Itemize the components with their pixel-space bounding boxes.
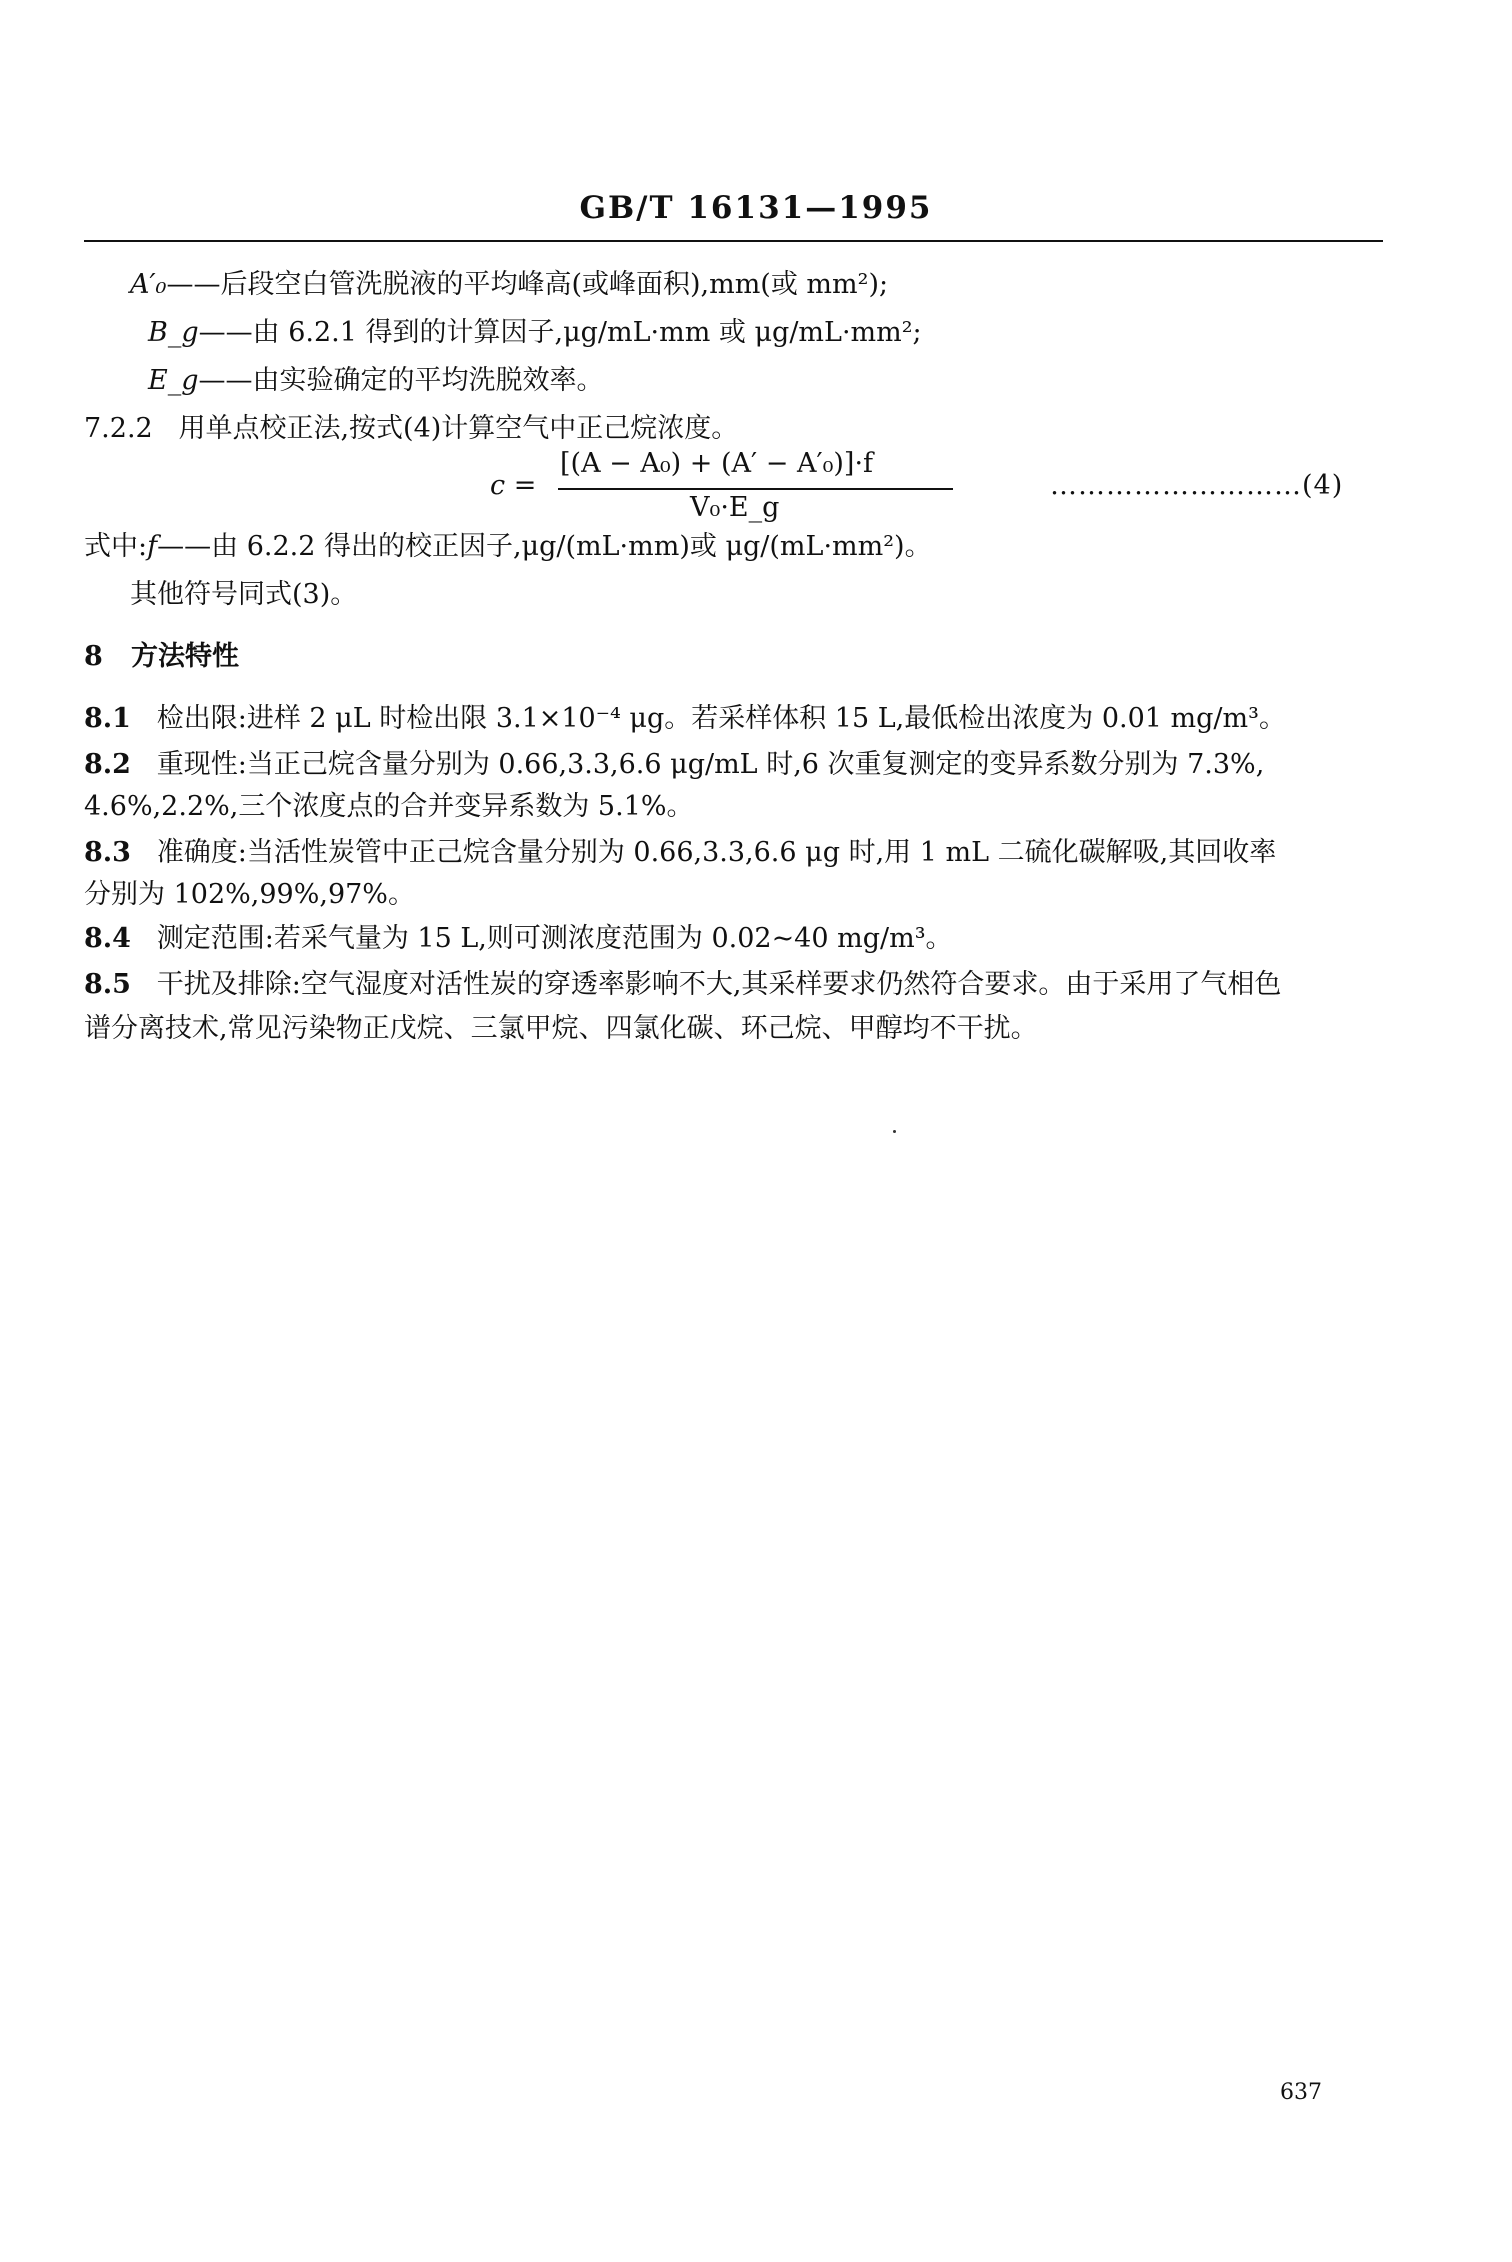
item-number: 8.1 (84, 703, 131, 734)
definition-dash: —— (166, 269, 221, 300)
where-text: 由 6.2.2 得出的校正因子,μg/(mL·mm)或 μg/(mL·mm²)。 (211, 531, 932, 562)
where-symbol: f (147, 531, 158, 562)
formula-lhs: c = (490, 470, 537, 501)
definition-symbol: B_g (148, 317, 199, 348)
page-header-standard-code: GB/T 16131—1995 (579, 190, 933, 226)
definition-dash: —— (198, 365, 253, 396)
item-text: 检出限:进样 2 μL 时检出限 3.1×10⁻⁴ μg。若采样体积 15 L,最低检出浓度为 0.01 mg/m³。 (156, 703, 1286, 734)
definition-text: 由实验确定的平均洗脱效率。 (252, 365, 604, 396)
item-8-5-continuation: 谱分离技术,常见污染物正戊烷、三氯甲烷、四氯化碳、环己烷、甲醇均不干扰。 (84, 1013, 1038, 1044)
formula-numerator: [(A − A₀) + (A′ − A′₀)]·f (560, 448, 874, 479)
item-8-3-continuation: 分别为 102%,99%,97%。 (84, 879, 415, 910)
definition-a0-prime (130, 268, 888, 302)
section-number: 8 (84, 641, 103, 672)
item-text: 重现性:当正己烷含量分别为 0.66,3.3,6.6 μg/mL 时,6 次重复测定的变异系数分别为 7.3%, (156, 749, 1265, 780)
where-dash: —— (157, 531, 212, 562)
scan-speck (893, 1130, 896, 1133)
definition-text: 由 6.2.1 得到的计算因子,μg/mL·mm 或 μg/mL·mm²; (252, 317, 922, 348)
item-8-1 (84, 702, 1286, 736)
formula-number-label: ………………………(4) (1050, 470, 1344, 501)
where-clause (84, 530, 932, 564)
item-text: 测定范围:若采气量为 15 L,则可测浓度范围为 0.02~40 mg/m³。 (156, 923, 953, 954)
formula-4 (490, 448, 1010, 528)
item-number: 8.4 (84, 923, 131, 954)
definition-dash: —— (198, 317, 253, 348)
item-number: 8.5 (84, 969, 131, 1000)
section-text: 用单点校正法,按式(4)计算空气中正己烷浓度。 (178, 413, 739, 444)
definition-symbol: A′₀ (130, 269, 167, 300)
other-symbols-note: 其他符号同式(3)。 (130, 579, 358, 610)
item-8-5 (84, 968, 1281, 1002)
item-text: 准确度:当活性炭管中正己烷含量分别为 0.66,3.3,6.6 μg 时,用 1 mL 二硫化碳解吸,其回收率 (156, 837, 1277, 868)
fraction-bar (558, 488, 953, 490)
definition-text: 后段空白管洗脱液的平均峰高(或峰面积),mm(或 mm²); (220, 269, 889, 300)
definition-eg (148, 364, 604, 398)
item-8-2-continuation: 4.6%,2.2%,三个浓度点的合并变异系数为 5.1%。 (84, 791, 694, 822)
item-8-3 (84, 836, 1276, 870)
definition-bg (148, 316, 922, 350)
header-rule (84, 240, 1383, 242)
item-text: 干扰及排除:空气湿度对活性炭的穿透率影响不大,其采样要求仍然符合要求。由于采用了气相色 (156, 969, 1282, 1000)
section-number: 7.2.2 (84, 413, 153, 444)
section-7-2-2 (84, 412, 738, 446)
item-8-4 (84, 922, 953, 956)
formula-denominator: V₀·E_g (690, 492, 780, 523)
item-number: 8.3 (84, 837, 131, 868)
page-number: 637 (1280, 2080, 1322, 2105)
section-title: 方法特性 (131, 641, 239, 672)
item-8-2 (84, 748, 1264, 782)
item-number: 8.2 (84, 749, 131, 780)
where-prefix: 式中: (84, 531, 148, 562)
section-8-heading (84, 640, 239, 674)
definition-symbol: E_g (148, 365, 199, 396)
